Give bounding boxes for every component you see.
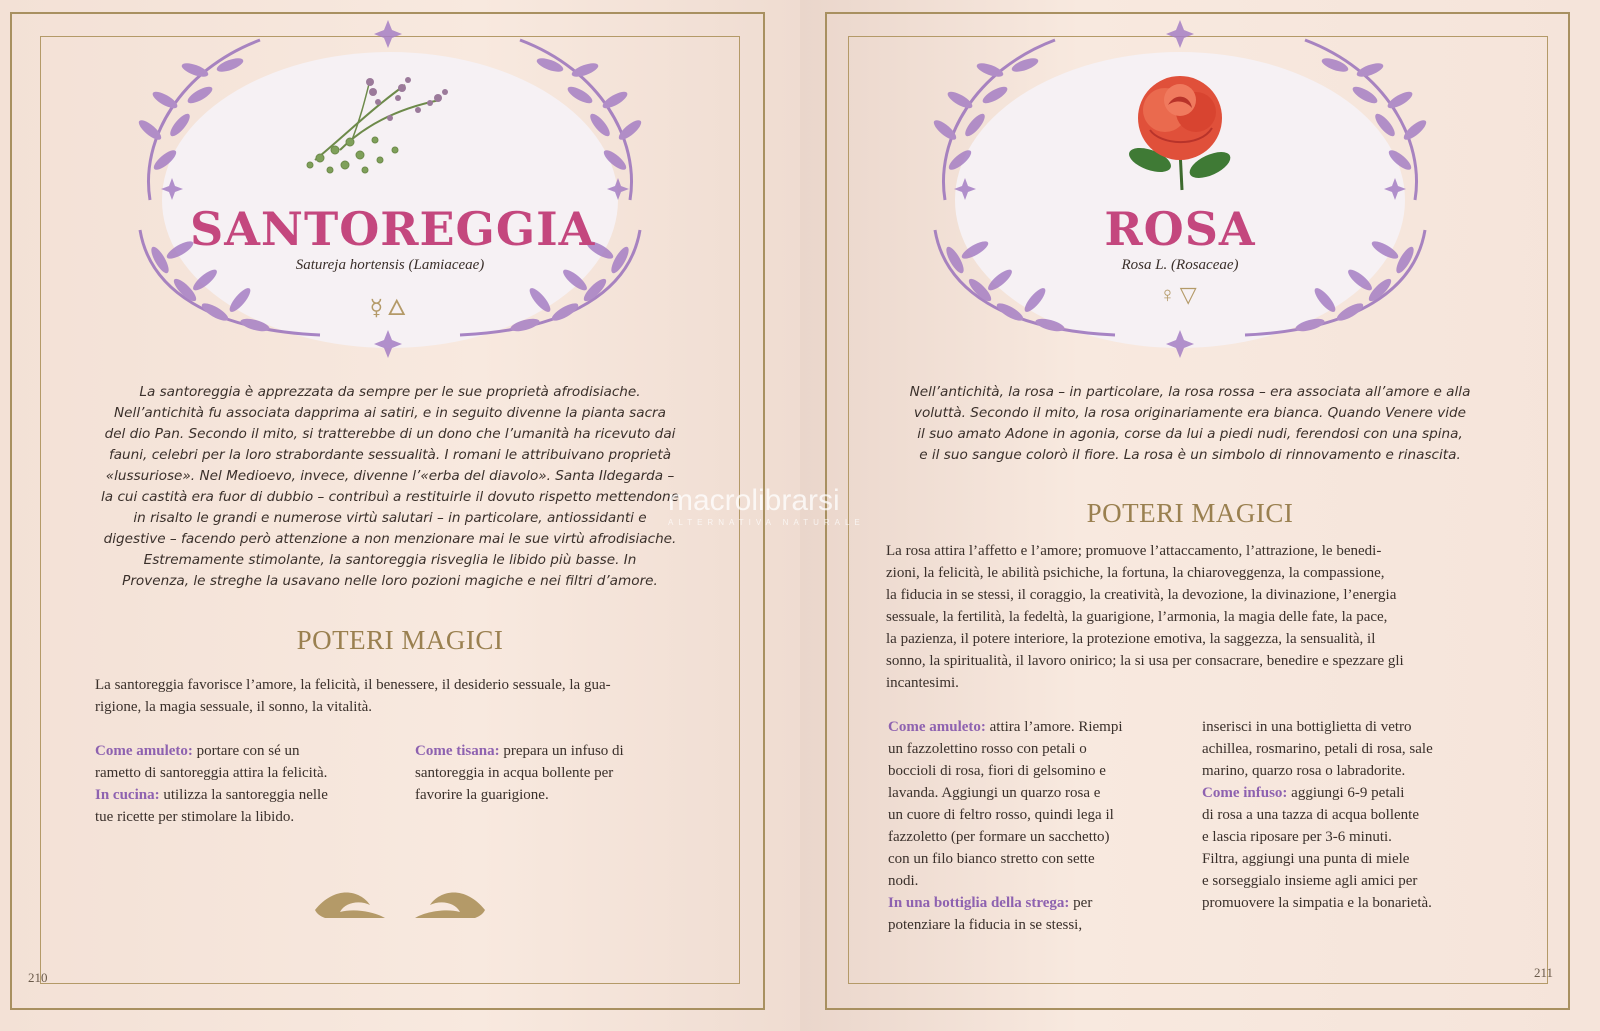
plant-title: ROSA	[1104, 202, 1256, 256]
alchemical-symbols: ♀▽	[1159, 282, 1201, 307]
section-title: POTERI MAGICI	[296, 625, 504, 655]
uses-column-1: Come amuleto: attira l’amore. Riempi un fazzolettino rosso con petali o boccioli di rosa, fiori di gelsomino e lavanda. Aggiungi un quarzo rosa e un cuore di feltro rosso, quindi lega il fazzoletto (per formare un sacchetto) con un filo bianco stretto con sette nodi. In una bottiglia della strega: per potenziare la fiducia in se stessi,	[888, 719, 1123, 933]
alchemical-symbols: ☿🜂	[369, 295, 411, 320]
right-page	[800, 0, 1600, 1031]
watermark-brand: macrolibrarsi	[668, 484, 840, 517]
moon-ornament-icon	[315, 850, 485, 930]
page-number: 211	[1534, 965, 1554, 980]
uses-column-2: Come tisana: prepara un infuso di santoreggia in acqua bollente per favorire la guarigione.	[415, 743, 624, 803]
page-number: 210	[28, 970, 48, 985]
section-title: POTERI MAGICI	[1086, 498, 1294, 528]
uses-column-2: inserisci in una bottiglietta di vetro achillea, rosmarino, petali di rosa, sale marino, quarzo rosa o labradorite. Come infuso: aggiungi 6-9 petali di rosa a una tazza di acqua bollente e lascia riposare per 3-6 minuti. Filtra, aggiungi una punta di miele e sorseggialo insieme agli amici per promuovere la simpatia e la bonarietà.	[1202, 719, 1433, 911]
latin-name: Rosa L. (Rosaceae)	[1121, 257, 1239, 273]
powers-paragraph: La rosa attira l’affetto e l’amore; promuove l’attaccamento, l’attrazione, le benedi- zioni, la felicità, le abilità psichiche, la fortuna, la chiaroveggenza, la compassione, la fiducia in se stessi, il coraggio, la creatività, la devozione, la divinazione, l’energia sessuale, la fertilità, la fedeltà, la guarigione, l’armonia, la magia delle fate, la pace, la pazienza, il potere interiore, la protezione emotiva, la saggezza, la sensualità, il sonno, la spiritualità, il lavoro onirico; la si usa per consacrare, benedire e spezzare gli incantesimi.	[886, 543, 1404, 691]
uses-column-1: Come amuleto: portare con sé un rametto di santoreggia attira la felicità. In cucina: utilizza la santoreggia nelle tue ricette per stimolare la libido.	[95, 743, 328, 825]
intro-paragraph: Nell’antichità, la rosa – in particolare, la rosa rossa – era associata all’amore e alla voluttà. Secondo il mito, la rosa originariamente era bianca. Quando Venere vide il suo amato Adone in agonia, corse da lui a piedi nudi, ferendosi con una spina, e il suo sangue colorò il fiore. La rosa è un simbolo di rinnovamento e rinascita.	[909, 384, 1471, 463]
powers-paragraph: La santoreggia favorisce l’amore, la felicità, il benessere, il desiderio sessuale, la gua- rigione, la magia sessuale, il sonno, la vitalità.	[95, 677, 611, 715]
plant-title: SANTOREGGIA	[190, 202, 596, 256]
watermark	[668, 484, 865, 527]
watermark-tagline: ALTERNATIVA NATURALE	[668, 518, 865, 527]
latin-name: Satureja hortensis (Lamiaceae)	[295, 257, 485, 273]
intro-paragraph: La santoreggia è apprezzata da sempre per le sue proprietà afrodisiache. Nell’antichità fu associata dapprima ai satiri, e in seguito divenne la pianta sacra del dio Pan. Secondo il mito, si tratterebbe di un dono che l’umanità ha ricevuto dai fauni, celebri per la loro strabordante sessualità. I romani le attribuivano proprietà «lussuriose». Nel Medioevo, invece, divenne l’«erba del diavolo». Santa Ildegarda – la cui castità era fuor di dubbio – contribuì a restituirle il dovuto rispetto mettendone in risalto le grandi e numerose virtù salutari – in particolare, antiossidanti e digestive – facendo però attenzione a non menzionare mai le sue virtù afrodisiache. Estremamente stimolante, la santoreggia risveglia le libido più basse. In Provenza, le streghe la usavano nelle loro pozioni magiche e nei filtri d’amore.	[101, 384, 679, 589]
